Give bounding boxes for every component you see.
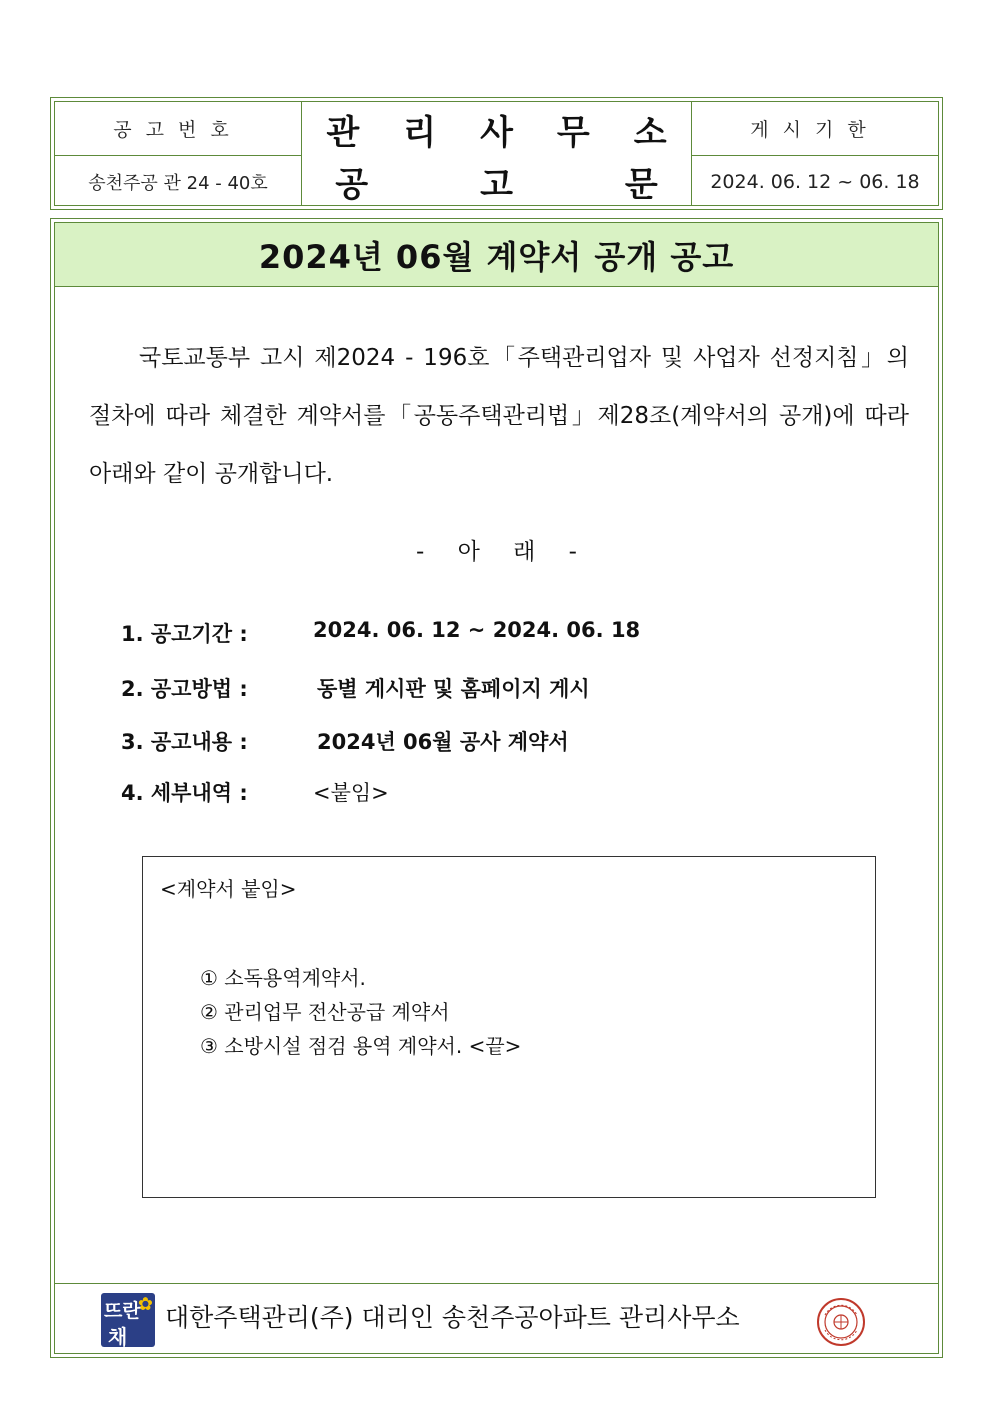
notice-number-value: 송천주공 관 24 - 40호	[88, 173, 268, 194]
header-table	[50, 97, 943, 210]
logo-text-line2: 채	[108, 1325, 128, 1349]
flower-icon: ✿	[137, 1294, 153, 1315]
item-content-label: 3. 공고내용 :	[121, 730, 248, 754]
body-paragraph	[89, 329, 909, 503]
body-paragraph-text: 국토교통부 고시 제2024 - 196호「주택관리업자 및 사업자 선정지침」의 절차에 따라 체결한 계약서를「공동주택관리법」제28조(계약서의 공개)에 따라 아래와 같이 공개합니다.	[89, 345, 909, 487]
company-logo	[101, 1293, 155, 1347]
official-seal-icon	[816, 1297, 866, 1347]
attachment-item: ③ 소방시설 점검 용역 계약서. <끝>	[200, 1034, 522, 1058]
notice-number-label-cell	[55, 102, 301, 155]
item-detail-label: 4. 세부내역 :	[121, 781, 248, 805]
document-title: 2024년 06월 계약서 공개 공고	[55, 223, 938, 287]
period-value-cell	[692, 156, 938, 208]
header-inner	[54, 101, 939, 206]
title-line2-cell	[302, 156, 770, 206]
item-period-value: 2024. 06. 12 ~ 2024. 06. 18	[313, 618, 641, 642]
item-method-value: 동별 게시판 및 홈페이지 게시	[317, 677, 590, 701]
item-method-label: 2. 공고방법 :	[121, 677, 248, 701]
item-detail-value: <붙임>	[313, 781, 389, 805]
attachment-box	[142, 856, 876, 1198]
attachment-heading: <계약서 붙임>	[160, 877, 297, 901]
main-inner	[54, 222, 939, 1354]
notice-number-label: 공고번호	[113, 119, 243, 141]
office-title: 관리사무소	[326, 112, 711, 153]
attachment-item: ① 소독용역계약서.	[200, 966, 366, 990]
title-line1-cell	[302, 104, 711, 154]
period-value: 2024. 06. 12 ~ 06. 18	[710, 171, 920, 193]
notice-number-value-cell	[55, 156, 301, 208]
footer	[55, 1284, 938, 1355]
item-period-label: 1. 공고기간 :	[121, 622, 248, 646]
period-label-cell	[692, 102, 938, 155]
footer-office-name: 대한주택관리(주) 대리인 송천주공아파트 관리사무소	[165, 1303, 740, 1332]
attachment-item: ② 관리업무 전산공급 계약서	[200, 1000, 450, 1024]
item-content-value: 2024년 06월 공사 계약서	[317, 730, 569, 754]
arae-heading: - 아 래 -	[416, 539, 577, 565]
logo-text-line1: 뜨란	[104, 1300, 141, 1322]
notice-title: 공고문	[335, 164, 770, 205]
main-box	[50, 218, 943, 1358]
period-label: 게시기한	[750, 119, 880, 141]
